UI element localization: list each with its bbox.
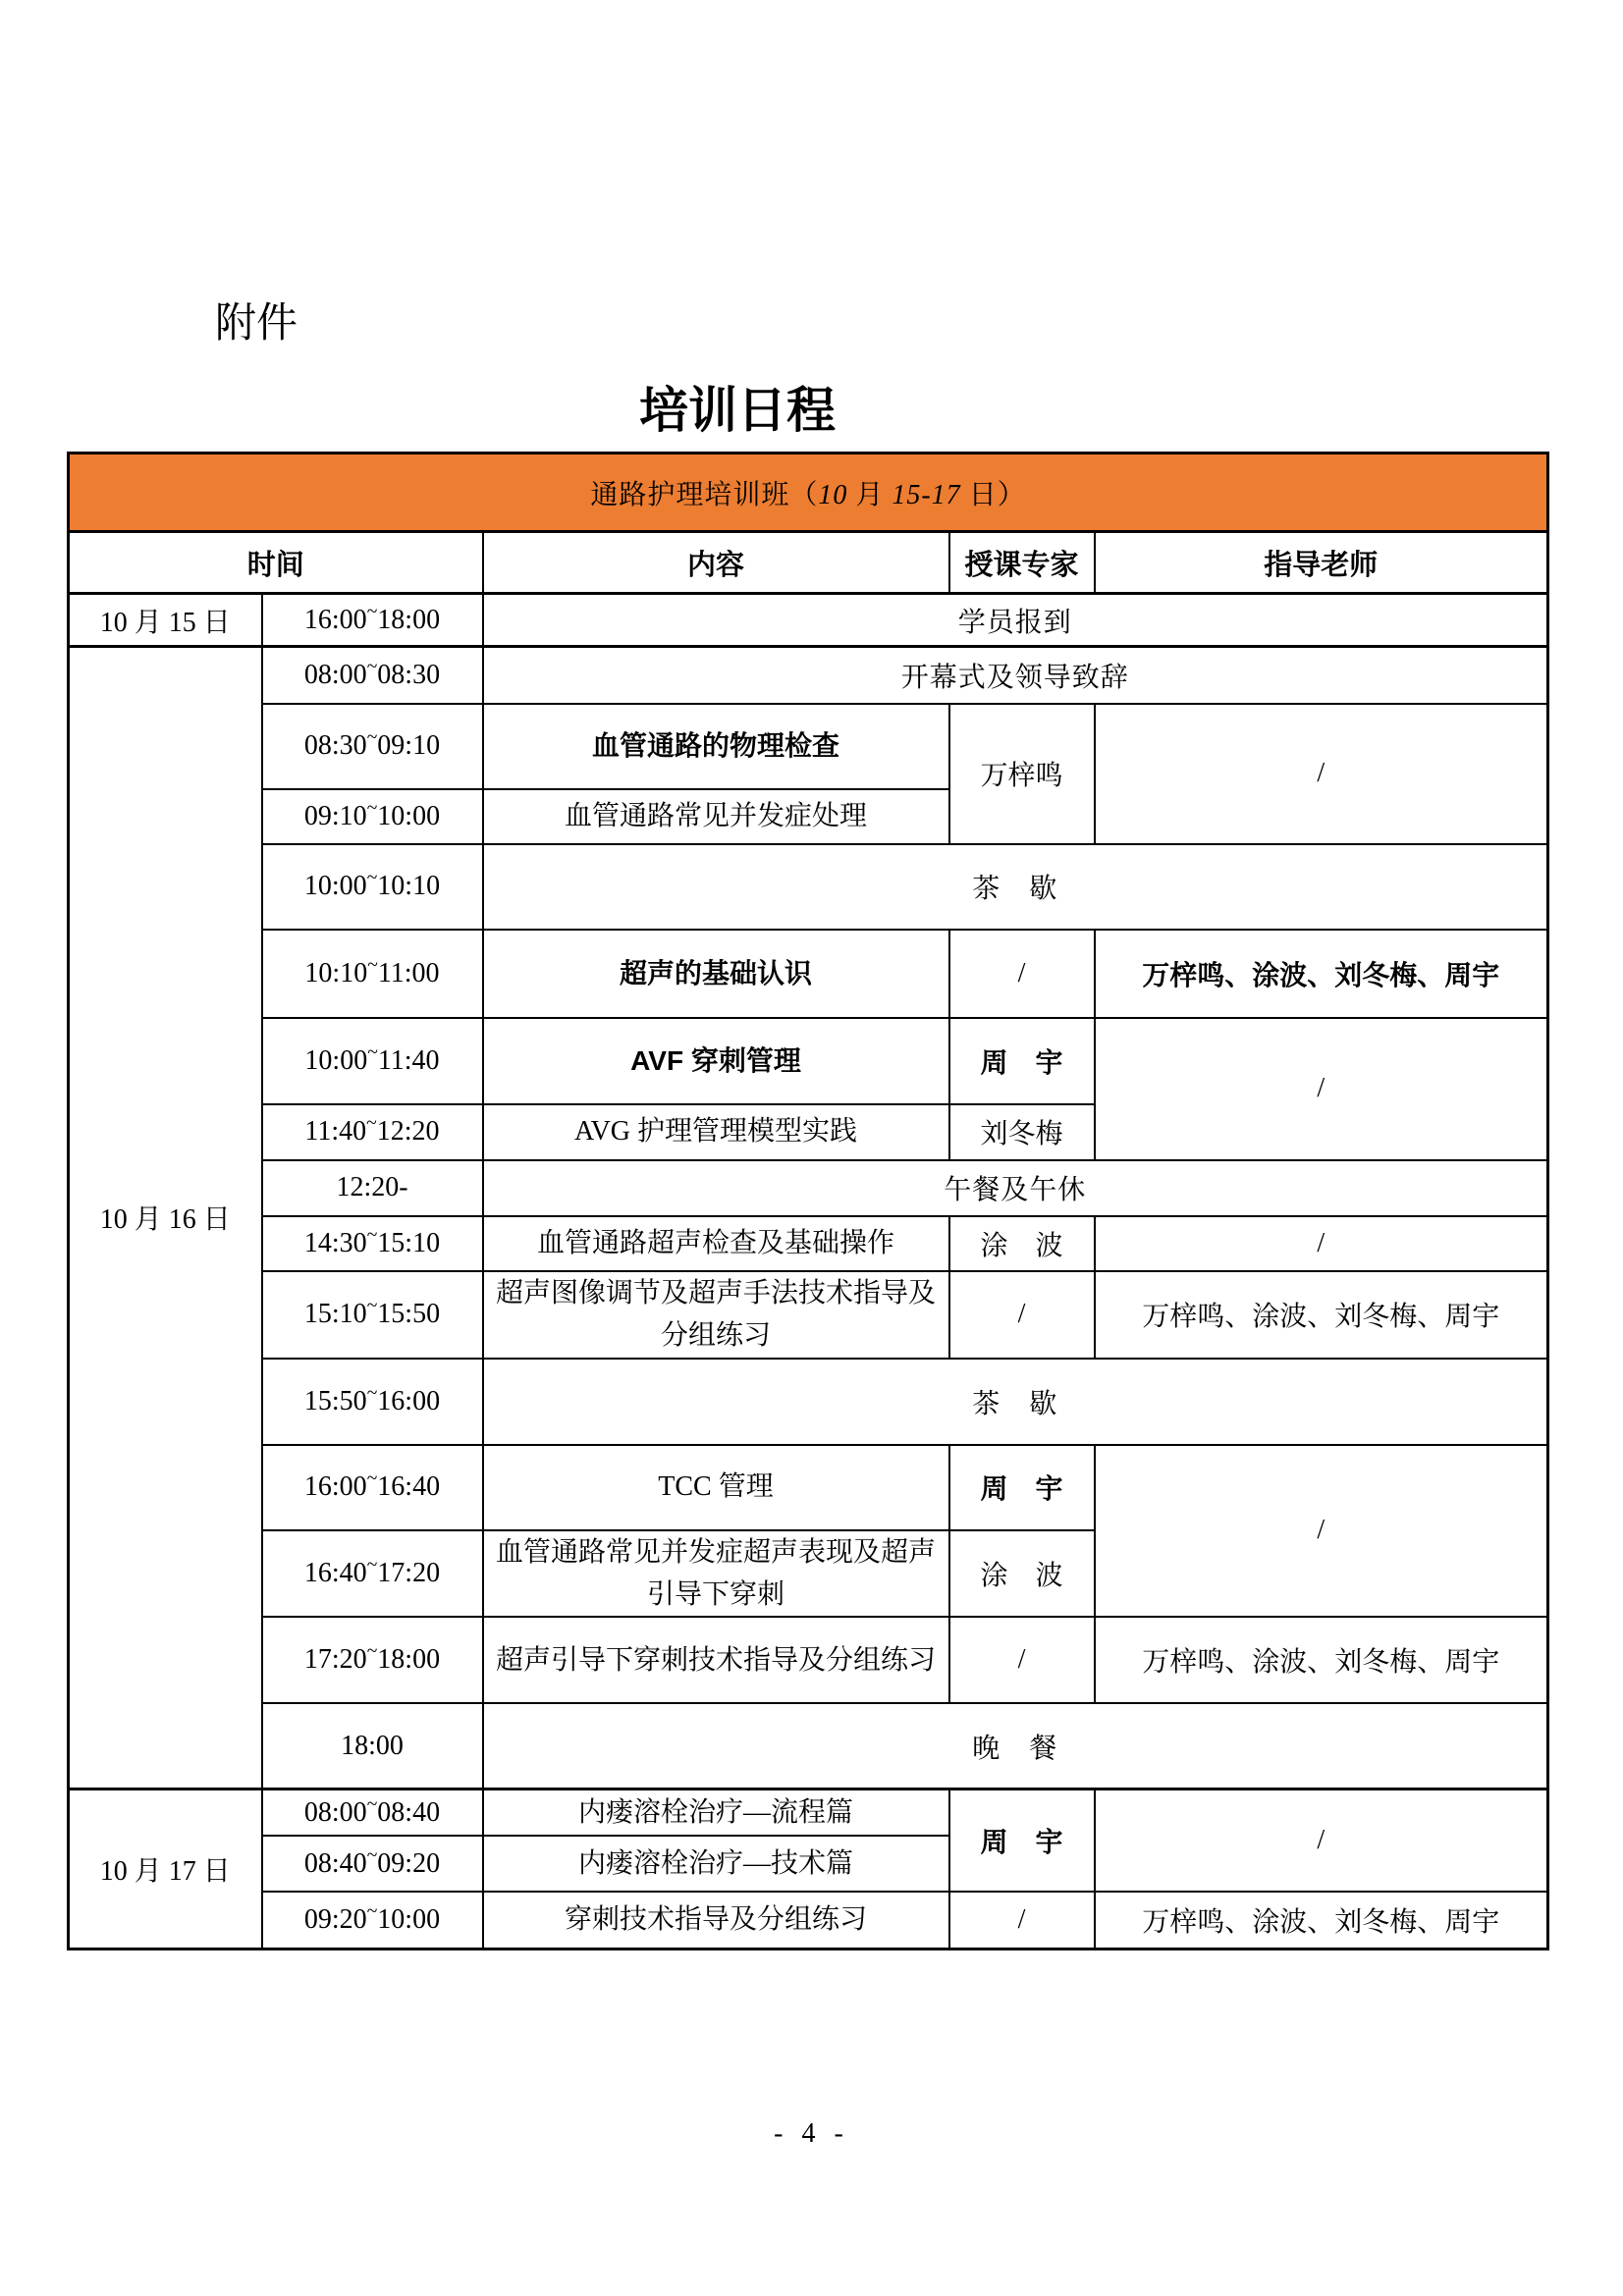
cell-content: 内瘘溶栓治疗—技术篇 [483,1836,949,1892]
page-number: - 4 - [774,2118,849,2149]
cell-teacher: 万梓鸣、涂波、刘冬梅、周宇 [1095,1892,1548,1949]
column-header-expert: 授课专家 [949,532,1095,594]
cell-teacher: / [1095,1018,1548,1160]
column-header-content: 内容 [483,532,949,594]
header-row [69,532,1548,594]
column-header-teacher: 指导老师 [1095,532,1548,594]
cell-merged: 晚 餐 [483,1703,1548,1789]
table-row [69,1160,1548,1216]
cell-expert: / [949,1271,1095,1359]
banner-text: 月 [847,479,893,510]
table-row [69,1359,1548,1445]
cell-time: 11:40~12:20 [262,1104,483,1160]
table-row [69,594,1548,647]
table-row [69,1789,1548,1836]
table-row [69,1703,1548,1789]
banner-text-number: 10 [818,479,848,510]
cell-teacher: 万梓鸣、涂波、刘冬梅、周宇 [1095,1617,1548,1703]
cell-time: 17:20~18:00 [262,1617,483,1703]
banner-text-number: 15-17 [892,479,961,510]
cell-content: 穿刺技术指导及分组练习 [483,1892,949,1949]
table-row [69,1271,1548,1359]
banner [69,454,1548,532]
table-row [69,647,1548,704]
cell-content: 血管通路的物理检查 [483,704,949,789]
cell-expert: 刘冬梅 [949,1104,1095,1160]
table-row [69,1445,1548,1530]
cell-content: AVF 穿刺管理 [483,1018,949,1104]
cell-time: 08:40~09:20 [262,1836,483,1892]
column-header-time: 时间 [69,532,483,594]
cell-date: 10 月 16 日 [69,647,262,1789]
table-row [69,844,1548,930]
cell-expert: / [949,930,1095,1018]
cell-content: 超声的基础认识 [483,930,949,1018]
banner-text: 日） [960,479,1026,510]
cell-expert: / [949,1617,1095,1703]
cell-teacher: / [1095,1216,1548,1271]
cell-time: 15:50~16:00 [262,1359,483,1445]
cell-time: 10:00~11:40 [262,1018,483,1104]
cell-merged: 茶 歇 [483,844,1548,930]
banner-row [69,454,1548,532]
cell-time: 14:30~15:10 [262,1216,483,1271]
table-row [69,1216,1548,1271]
cell-expert: 周 宇 [949,1789,1095,1892]
cell-content: 超声引导下穿刺技术指导及分组练习 [483,1617,949,1703]
page-title: 培训日程 [639,383,836,438]
cell-merged: 茶 歇 [483,1359,1548,1445]
table-row [69,1617,1548,1703]
cell-date: 10 月 17 日 [69,1789,262,1949]
cell-time: 12:20- [262,1160,483,1216]
cell-time: 15:10~15:50 [262,1271,483,1359]
cell-expert: 涂 波 [949,1216,1095,1271]
cell-expert: 万梓鸣 [949,704,1095,844]
cell-time: 18:00 [262,1703,483,1789]
table-row [69,930,1548,1018]
cell-content: 血管通路超声检查及基础操作 [483,1216,949,1271]
cell-merged: 开幕式及领导致辞 [483,647,1548,704]
cell-teacher: 万梓鸣、涂波、刘冬梅、周宇 [1095,1271,1548,1359]
cell-content: 超声图像调节及超声手法技术指导及分组练习 [483,1271,949,1359]
cell-content: TCC 管理 [483,1445,949,1530]
cell-expert: 涂 波 [949,1530,1095,1618]
cell-expert: / [949,1892,1095,1949]
table-row [69,704,1548,789]
cell-time: 10:00~10:10 [262,844,483,930]
table-row [69,1892,1548,1949]
cell-time: 16:00~18:00 [262,594,483,647]
cell-content: 内瘘溶栓治疗—流程篇 [483,1789,949,1836]
cell-time: 16:40~17:20 [262,1530,483,1618]
cell-time: 16:00~16:40 [262,1445,483,1530]
table-row [69,1018,1548,1104]
cell-teacher: 万梓鸣、涂波、刘冬梅、周宇 [1095,930,1548,1018]
cell-date: 10 月 15 日 [69,594,262,647]
cell-time: 09:20~10:00 [262,1892,483,1949]
cell-merged: 学员报到 [483,594,1548,647]
cell-expert: 周 宇 [949,1018,1095,1104]
cell-merged: 午餐及午休 [483,1160,1548,1216]
cell-time: 08:30~09:10 [262,704,483,789]
cell-content: 血管通路常见并发症处理 [483,789,949,844]
attachment-label: 附件 [215,299,298,346]
cell-content: 血管通路常见并发症超声表现及超声引导下穿刺 [483,1530,949,1618]
cell-expert: 周 宇 [949,1445,1095,1530]
cell-teacher: / [1095,1789,1548,1892]
schedule-table [67,452,1549,1950]
cell-time: 09:10~10:00 [262,789,483,844]
cell-content: AVG 护理管理模型实践 [483,1104,949,1160]
cell-teacher: / [1095,704,1548,844]
banner-text: 通路护理培训班（ [590,479,819,510]
cell-time: 10:10~11:00 [262,930,483,1018]
cell-time: 08:00~08:40 [262,1789,483,1836]
cell-time: 08:00~08:30 [262,647,483,704]
cell-teacher: / [1095,1445,1548,1618]
